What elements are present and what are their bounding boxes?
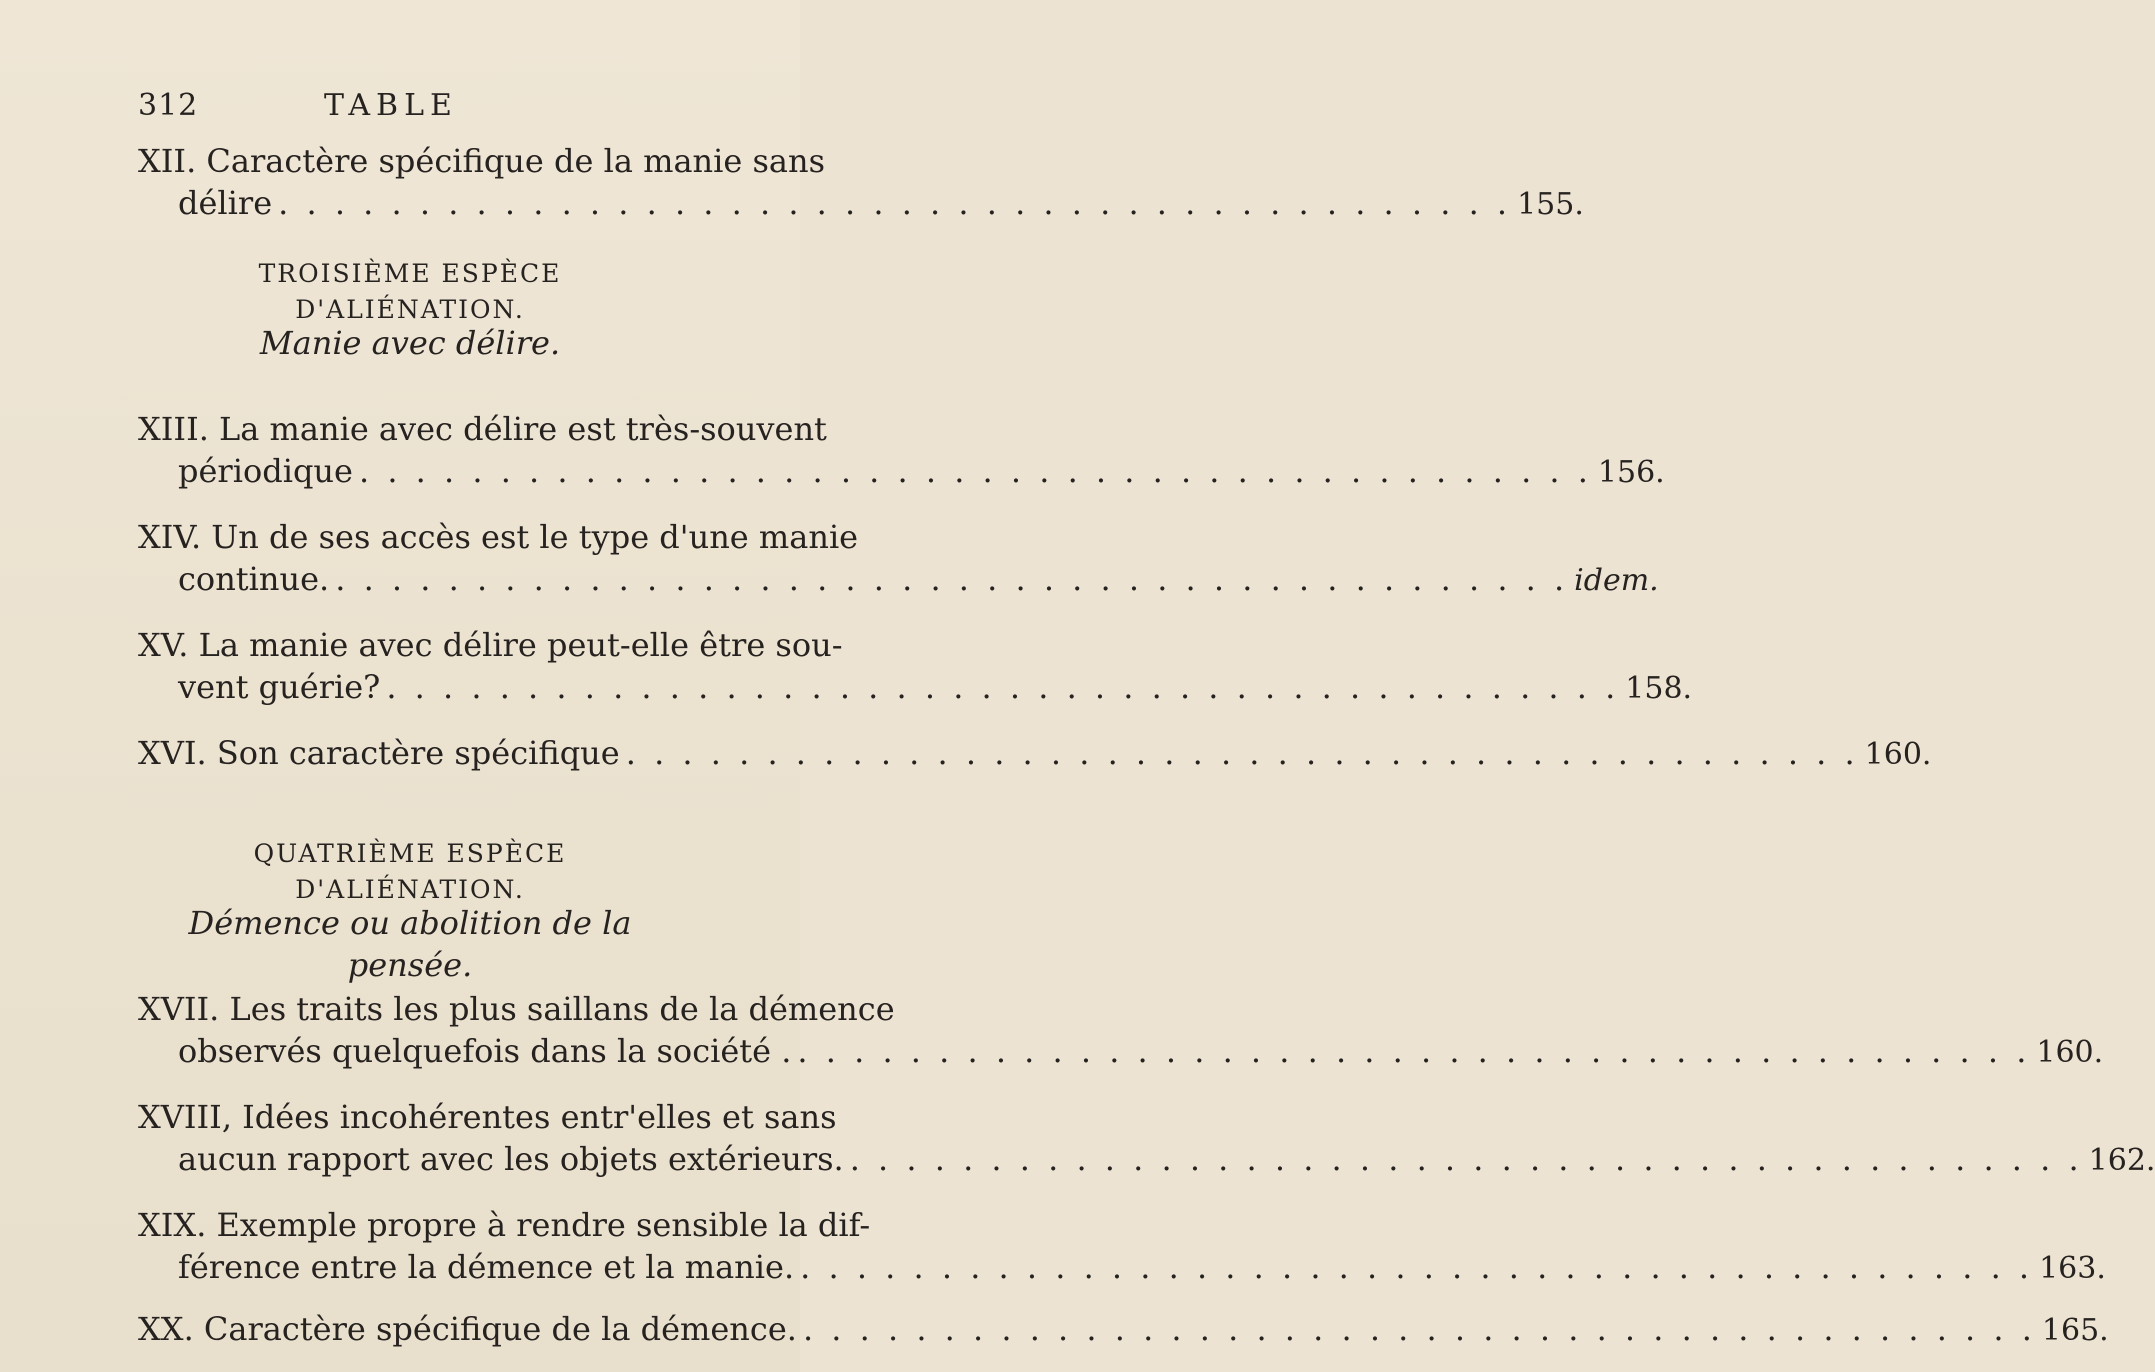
toc-entry-text: périodique: [178, 452, 353, 490]
toc-entry-text: XV. La manie avec délire peut-elle être sou-: [138, 626, 843, 664]
toc-entry-line: [138, 182, 1584, 226]
toc-entry-line: [138, 666, 1693, 710]
page-number: 312: [138, 88, 199, 123]
toc-entry-xii: [138, 140, 1584, 226]
toc-entry-text: XVI. Son caractère spécifique: [138, 734, 620, 772]
toc-entry-xiii: [138, 408, 1665, 494]
toc-entry-line: [138, 1138, 2155, 1182]
toc-entry-xv: [138, 624, 1693, 710]
toc-entry-line: [138, 1204, 871, 1246]
dot-leader: [791, 1030, 2036, 1072]
section-subheading-4: Démence ou abolition de la pensée.: [188, 904, 632, 984]
section-heading-4: QUATRIÈME ESPÈCE D'ALIÉNATION.: [253, 839, 567, 904]
toc-entry-xvi: [138, 732, 1932, 776]
toc-entry-line: [138, 624, 843, 666]
toc-entry-xvii: [138, 988, 2104, 1074]
dot-leader: [272, 182, 1517, 224]
toc-entry-xx: [138, 1308, 2109, 1352]
toc-entry-line: [138, 732, 1932, 776]
page-ref: 158.: [1625, 671, 1693, 706]
section-heading-3: TROISIÈME ESPÈCE D'ALIÉNATION.: [258, 259, 562, 324]
page-header: [138, 86, 598, 126]
page-ref: 155.: [1517, 187, 1584, 222]
toc-entry-text: XVIII, Idées incohérentes entr'elles et sans: [138, 1098, 837, 1136]
dot-leader: [329, 558, 1574, 600]
toc-entry-line: [138, 408, 827, 450]
dot-leader: [620, 732, 1865, 774]
running-head: TABLE: [324, 88, 458, 123]
toc-entry-line: [138, 516, 859, 558]
dot-leader: [794, 1246, 2039, 1288]
toc-entry-text: continue.: [178, 560, 330, 598]
toc-entry-line: [138, 1308, 2109, 1352]
page-ref: 165.: [2041, 1313, 2109, 1348]
toc-entry-line: [138, 1246, 2106, 1290]
toc-entry-text: férence entre la démence et la manie.: [178, 1248, 795, 1286]
page-ref: 162.: [2088, 1143, 2155, 1178]
toc-entry-text: XVII. Les traits les plus saillans de la démence: [138, 990, 895, 1028]
dot-leader: [380, 666, 1625, 708]
section-subheading-3: Manie avec délire.: [259, 324, 561, 362]
toc-entry-line: [138, 988, 895, 1030]
dot-leader: [844, 1138, 2089, 1180]
page-ref: idem.: [1574, 563, 1659, 598]
page-ref: 160.: [2036, 1035, 2104, 1070]
toc-entry-text: vent guérie?: [178, 668, 381, 706]
toc-entry-text: observés quelquefois dans la société .: [178, 1032, 792, 1070]
toc-entry-line: [138, 558, 1659, 602]
toc-entry-line: [138, 1030, 2104, 1074]
toc-entry-xiv: [138, 516, 1659, 602]
toc-entry-text: délire: [178, 184, 273, 222]
toc-entry-text: XIII. La manie avec délire est très-souvent: [138, 410, 827, 448]
page-ref: 156.: [1597, 455, 1665, 490]
toc-entry-line: [138, 450, 1665, 494]
page-ref: 160.: [1864, 737, 1932, 772]
dot-leader: [797, 1308, 2042, 1350]
toc-entry-text: XX. Caractère spécifique de la démence.: [138, 1310, 797, 1348]
toc-entry-xviii: [138, 1096, 2155, 1182]
toc-entry-text: XIX. Exemple propre à rendre sensible la dif-: [138, 1206, 871, 1244]
toc-entry-text: XII. Caractère spécifique de la manie sans: [138, 142, 825, 180]
toc-entry-text: XIV. Un de ses accès est le type d'une manie: [138, 518, 859, 556]
dot-leader: [353, 450, 1598, 492]
page-ref: 163.: [2039, 1251, 2106, 1286]
toc-entry-line: [138, 1096, 837, 1138]
toc-entry-line: [138, 140, 825, 182]
toc-entry-xix: [138, 1204, 2106, 1290]
toc-entry-text: aucun rapport avec les objets extérieurs.: [178, 1140, 844, 1178]
